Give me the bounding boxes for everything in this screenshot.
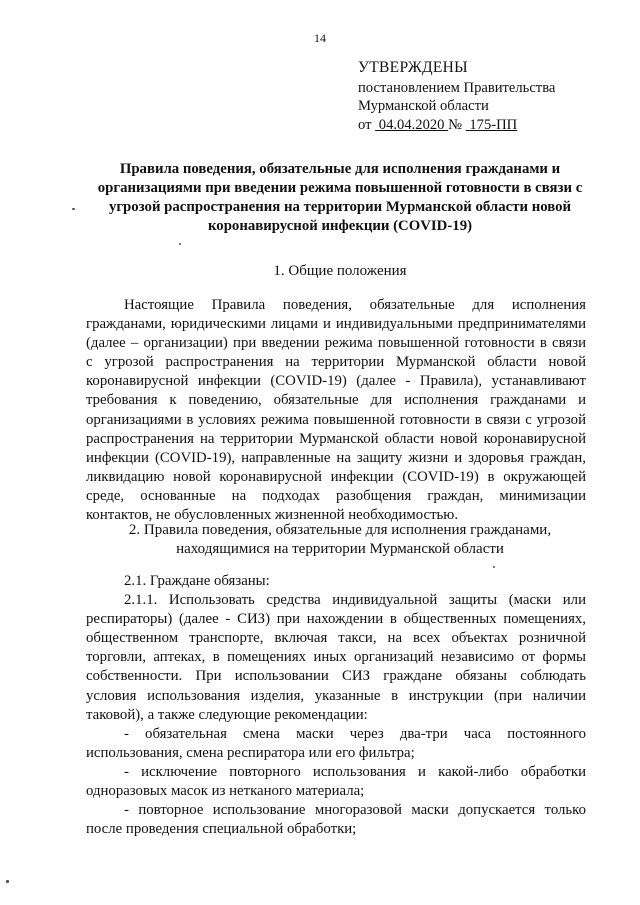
text-line: одноразовых масок из нетканого материала; [86,783,365,800]
text-line: с угрозой распространения на территории Мурманской области новой [86,354,586,371]
text-line: требования к поведению, обязательные для исполнения гражданами и [86,392,586,409]
approval-number-value: 175-ПП [469,116,518,133]
text-line: общественном транспорте, включая такси, на всех объектах розничной [86,630,586,647]
scan-speck [493,566,495,568]
section-2-body [86,572,586,839]
section-2-heading-line: находящимися на территории Мурманской области [176,541,504,557]
text-line: - обязательная смена маски через два-три часа постоянного [124,725,586,742]
text-line: инфекции (COVID-19), направленные на защиту жизни и здоровья граждан, [86,449,586,466]
section-1-paragraph [86,296,586,525]
approval-date-prefix: от [358,116,372,133]
section-1-heading-text: 1. Общие положения [273,263,407,279]
text-line: организациями в условиях режима повышенной готовности в связи с угрозой [86,411,586,428]
section-2-heading [60,521,620,559]
text-line: после проведения специальной обработки; [86,821,357,838]
scan-speck [72,208,75,210]
text-line: (далее – организации) при введении режима повышенной готовности в связи [86,335,586,352]
text-line: собственности. При использовании СИЗ граждане обязаны соблюдать [86,668,586,685]
approval-title: УТВЕРЖДЕНЫ [358,59,468,76]
approval-date-value: 04.04.2020 [378,116,445,133]
approval-date-line [358,116,555,135]
title-line: коронавирусной инфекции (COVID-19) [207,218,473,234]
text-line: среде, основанные на подходах разобщения граждан, минимизации [86,487,586,504]
scan-speck [179,243,181,245]
text-line: контактов, не обусловленных жизненной необходимостью. [86,507,459,524]
page-number: 14 [314,31,326,45]
text-line: - повторное использование многоразовой маски допускается только [124,802,586,819]
text-line: ликвидацию новой коронавирусной инфекции (COVID-19) в окружающей [86,468,586,485]
approval-line-1: постановлением Правительства [358,79,556,96]
title-line: Правила поведения, обязательные для исполнения гражданами и [119,161,561,177]
text-line: гражданами, юридическими лицами и индивидуальными предпринимателями [86,316,586,333]
text-line: распространения на территории Мурманской области новой коронавирусной [86,430,586,447]
text-line: респираторы) (далее - СИЗ) при нахождении в общественных помещениях, [86,611,586,628]
approval-line-2: Мурманской области [358,98,489,115]
title-line: организациями при введении режима повышенной готовности в связи с [97,180,583,196]
section-1-heading [60,262,620,281]
approval-number [466,117,518,133]
title-line: угрозой распространения на территории Мурманской области новой [108,199,572,215]
text-line: торговли, аптеках, в помещениях иных организаций независимо от формы [86,649,586,666]
approval-block [358,59,555,134]
text-line: - исключение повторного использования и какой-либо обработки [124,763,586,780]
approval-date [375,117,448,133]
text-line: условия использования изделия, указанные в инструкции (при наличии [86,687,586,704]
section-2-heading-line: 2. Правила поведения, обязательные для исполнения гражданами, [128,522,552,538]
text-line: таковой), а также следующие рекомендации: [86,706,368,723]
text-line: использования, смена респиратора или его фильтра; [86,744,415,761]
text-line: коронавирусной инфекции (COVID-19) (далее - Правила), устанавливают [86,373,586,390]
document-title [70,160,610,236]
approval-number-sign: № [448,116,463,133]
scan-speck [6,880,9,883]
text-line: 2.1. Граждане обязаны: [124,573,270,589]
text-line: 2.1.1. Использовать средства индивидуальной защиты (маски или [124,592,586,609]
text-line: Настоящие Правила поведения, обязательные для исполнения [124,297,586,313]
